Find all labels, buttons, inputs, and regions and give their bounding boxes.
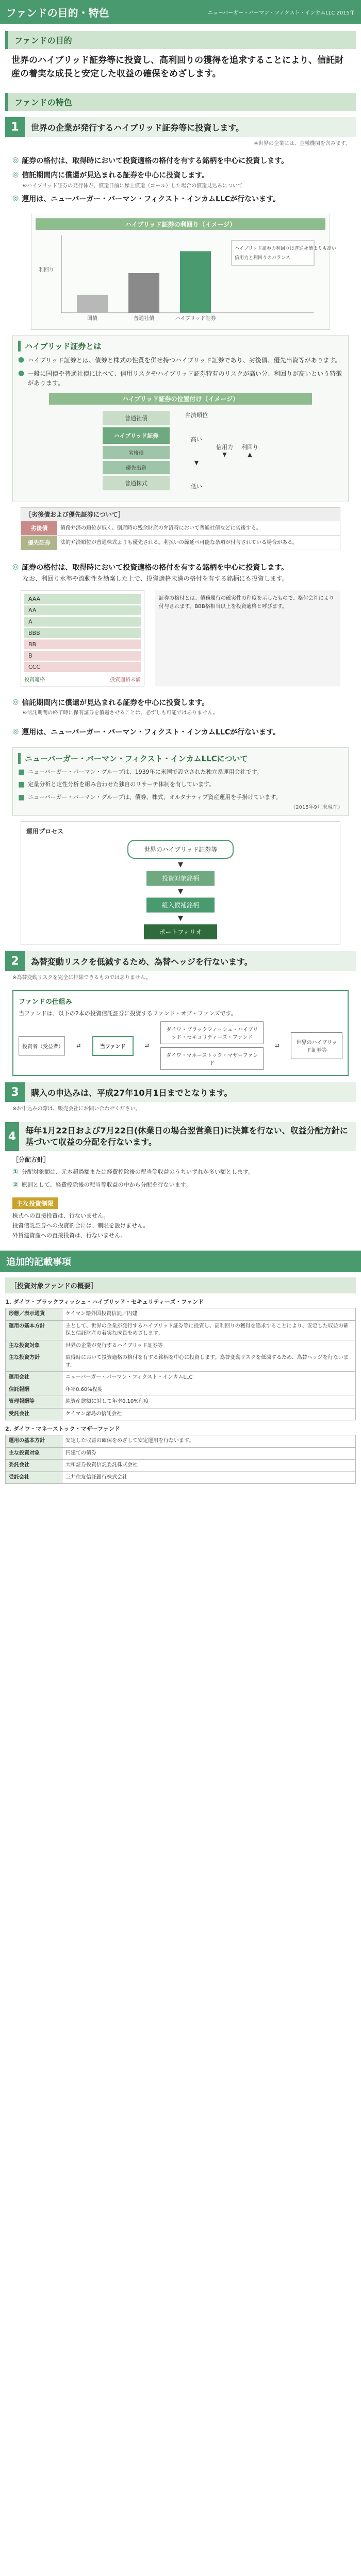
maturity-note: ※信託期間の終了時に保有証券を償還させることは、必ずしも可能ではありません。 <box>23 710 218 716</box>
fund2-table <box>5 1435 356 1484</box>
bullet-small: ※ハイブリッド証券の発行体が、償還日前に繰上償還（コール）した場合の償還見込みについて <box>23 183 243 189</box>
table-row <box>6 1308 356 1321</box>
arrow-right-icon: ⇄ <box>275 1043 280 1049</box>
axis-yield <box>241 411 258 490</box>
axis-credit-label: 信用力 <box>216 444 233 451</box>
table-key: 受託会社 <box>6 1408 62 1420</box>
manager-text: 運用は、ニューバーガー・バーマン・フィクスト・インカムLLCが行ないます。 <box>22 728 280 737</box>
bullet <box>18 768 343 777</box>
fund1-table <box>5 1308 356 1420</box>
limit-item: 投資信託証券への投資割合には、制限を設けません。 <box>12 1222 149 1229</box>
table-row <box>6 1396 356 1409</box>
table-value: 円建ての債券 <box>62 1447 356 1460</box>
table-value: 世界の企業が発行するハイブリッド証券等 <box>62 1340 356 1352</box>
feature-4-number: 4 <box>5 1122 19 1151</box>
risk-row <box>21 535 340 550</box>
fund2-section <box>5 1425 356 1484</box>
table-row <box>6 1384 356 1396</box>
scheme-desc: 当ファンドは、以下の2本の投資信託証券に投資するファンド・オブ・ファンズです。 <box>19 1010 237 1017</box>
scheme-targets <box>160 1021 264 1070</box>
manager-date: （2015年9月末現在） <box>290 805 343 811</box>
square-icon: ■ <box>18 793 25 802</box>
annotation-1: ハイブリッド証券の利回りは普通社債よりも高い <box>235 246 337 251</box>
table-row <box>6 1320 356 1340</box>
circle-icon: ◎ <box>12 170 19 179</box>
scheme-target-2: ダイワ・マネーストック・マザーファンド <box>160 1047 264 1070</box>
feature-2-note: ※為替変動リスクを完全に排除できるものではありません。 <box>12 975 151 981</box>
limits-heading: 主な投資制限 <box>12 1197 58 1209</box>
dist-policy-heading: ［分配方針］ <box>12 1156 50 1164</box>
feature-1-bullets <box>0 149 361 209</box>
table-value: 年率0.60%程度 <box>62 1384 356 1396</box>
feature-3-number: 3 <box>5 1082 25 1102</box>
header-bar <box>0 0 361 24</box>
circle-icon: ◎ <box>12 194 19 202</box>
dist-policy <box>0 1151 361 1194</box>
table-value: 三井住友信託銀行株式会社 <box>62 1471 356 1484</box>
axis-label: 弁済順位 <box>185 411 208 419</box>
bullet <box>12 563 349 573</box>
table-value: 安定した収益の確保をめざして安定運用を行ないます。 <box>62 1435 356 1448</box>
table-row <box>6 1372 356 1384</box>
process-flow <box>21 821 340 945</box>
feature-3-title: 購入の申込みは、平成27年10月1日までとなります。 <box>31 1087 233 1098</box>
feature-3 <box>5 1082 356 1102</box>
bar-1 <box>128 273 159 313</box>
additional-heading: 追加的記載事項 <box>0 1251 361 1272</box>
feature-2-number: 2 <box>5 951 25 971</box>
page-title: ファンドの目的・特色 <box>6 6 109 19</box>
bullet <box>12 170 349 181</box>
dist-policy-2: 原則として、経費控除後の配当等収益の中から分配を行ないます。 <box>21 1181 191 1188</box>
bullet <box>18 369 343 388</box>
square-icon: ■ <box>18 767 25 776</box>
risk-row <box>21 521 340 535</box>
arrow-down-icon: ▼ <box>178 888 183 896</box>
rating-section <box>0 555 361 586</box>
rating-text: 証券の格付は、取得時において投資適格の格付を有する銘柄を中心に投資します。 <box>22 563 289 572</box>
manager-p1: ニューバーガー・バーマン・グループは、1939年に米国で設立された独立系運用会社です。 <box>28 768 262 775</box>
scale-list <box>24 594 141 672</box>
features-heading: ファンドの特色 <box>5 93 356 111</box>
hybrid-heading: ハイブリッド証券とは <box>18 341 343 351</box>
scheme-frame <box>12 990 349 1076</box>
fund2-title: 2. ダイワ・マネーストック・マザーファンド <box>5 1426 120 1433</box>
flow-title: 運用プロセス <box>26 828 64 836</box>
axis-high: 高い <box>191 436 202 443</box>
bullet <box>18 780 343 789</box>
circle-icon: ◎ <box>12 727 19 736</box>
manager-name: ニューバーガー・バーマン・フィクスト・インカムLLCについて <box>18 753 343 764</box>
non-invest-grade-label: 投資適格未満 <box>110 677 141 683</box>
rating-diagram <box>21 590 340 686</box>
table-key: 委託会社 <box>6 1460 62 1472</box>
bullet <box>12 727 349 738</box>
table-key: 運用の基本方針 <box>6 1435 62 1448</box>
feature-1-number: 1 <box>5 117 25 137</box>
category-label-1: 普通社債 <box>134 315 154 322</box>
arrow-right-icon: ⇄ <box>144 1043 150 1049</box>
table-key: 管理報酬等 <box>6 1396 62 1409</box>
arrow-down-icon: ▼ <box>178 861 183 869</box>
hybrid-diagram-title: ハイブリッド証券の位置付け（イメージ） <box>49 393 312 405</box>
scheme-target-1: ダイワ・ブラックフィッシュ・ハイブリッド・セキュリティーズ・ファンド <box>160 1021 264 1044</box>
hybrid-desc-1: ハイブリッド証券とは、債券と株式の性質を併せ持つハイブリッド証券であり、劣後債、優先出資等があります。 <box>27 356 341 364</box>
table-row <box>6 1340 356 1352</box>
axis-priority <box>185 411 208 490</box>
scheme-heading: ファンドの仕組み <box>19 998 72 1006</box>
bullet <box>18 793 343 802</box>
chart-title: ハイブリッド証券の利回り（イメージ） <box>36 218 325 230</box>
hybrid-diagram <box>18 405 343 497</box>
rating-level: B <box>24 651 141 661</box>
fund1-section <box>5 1298 356 1420</box>
square-icon: ■ <box>18 780 25 789</box>
arrow-down-icon: ▼ <box>194 459 199 466</box>
bullet <box>12 156 349 166</box>
feature-4 <box>5 1122 356 1151</box>
diagram-axes <box>185 411 258 490</box>
circle-icon: ◎ <box>12 562 19 571</box>
flow-steps <box>26 840 335 939</box>
category-label-2: ハイブリッド証券 <box>175 315 216 322</box>
level-hybrid: ハイブリッド証券 <box>103 427 170 444</box>
circle-icon: ◎ <box>12 698 19 707</box>
fund1-title: 1. ダイワ・ブラックフィッシュ・ハイブリッド・セキュリティーズ・ファンド <box>5 1299 204 1306</box>
invest-grade-label: 投資適格 <box>24 677 45 683</box>
bullet <box>12 1168 349 1177</box>
rating-sub: なお、利回り水準や流動性を勘案した上で、投資適格未満の格付を有する銘柄にも投資します。 <box>23 575 288 583</box>
bullet-text: 証券の格付は、取得時において投資適格の格付を有する銘柄を中心に投資します。 <box>22 157 289 165</box>
arrow-right-icon: ⇄ <box>76 1043 81 1049</box>
manager-p3: ニューバーガー・バーマン・グループは、債券、株式、オルタナティブ資産運用を手掛けています。 <box>28 793 282 801</box>
bullet <box>12 194 349 204</box>
category-label-0: 国債 <box>87 315 97 322</box>
risk-label: 優先証券 <box>21 536 57 550</box>
risk-box <box>21 507 340 550</box>
table-value: ニューバーガー・バーマン・フィクスト・インカムLLC <box>62 1372 356 1384</box>
risk-text: 債務弁済の順位が低く、倒産時の残余財産の弁済時において普通社債などに劣後する。 <box>60 525 261 531</box>
flow-step-3: 組入候補銘柄 <box>146 898 215 913</box>
axis-credit <box>216 411 233 490</box>
bullet <box>12 698 349 708</box>
yield-chart <box>31 214 337 330</box>
risk-text: 法的弁済順位が普通株式よりも優先される。利払いの繰延べ可能な条項が付与されている場合がある。 <box>60 539 298 546</box>
maturity-section <box>0 691 361 720</box>
feature-1-note: ※世界の企業には、金融機関を含みます。 <box>254 141 351 147</box>
table-value: ケイマン諸島の信託会社 <box>62 1408 356 1420</box>
bullet <box>12 1181 349 1190</box>
table-key: 信託報酬 <box>6 1384 62 1396</box>
table-value: 取得時において投資適格の格付を有する銘柄を中心に投資します。為替変動リスクを低減するため、為替ヘッジを行ないます。 <box>62 1352 356 1372</box>
arrow-down-icon: ▼ <box>178 915 183 923</box>
flow-step-2: 投資対象銘柄 <box>146 871 215 886</box>
level-subordinated: 劣後債 <box>103 446 170 459</box>
rating-explain: 証券の格付とは、債務履行の確実性の程度を示したもので、格付会社により付与されます。BBB格相当以上を投資適格と呼びます。 <box>155 590 340 686</box>
level-preferred: 優先出資 <box>103 461 170 474</box>
circle-icon: ◎ <box>12 156 19 164</box>
header-subtitle: ニューバーガー・バーマン・フィクスト・インカムLLC 2015年 <box>207 10 355 16</box>
table-key: 受託会社 <box>6 1471 62 1484</box>
axis-yield-label: 利回り <box>241 444 258 451</box>
arrow-down-icon: ▼ <box>222 451 227 458</box>
annotation-box <box>232 241 314 265</box>
limit-item: 外貨建資産への直接投資は、行ないません。 <box>12 1231 126 1239</box>
y-axis-label: 利回り <box>39 267 54 273</box>
feature-3-note: ※お申込みの際は、販売会社にお問い合わせください。 <box>12 1106 141 1112</box>
risk-title: ［劣後債および優先証券について］ <box>21 508 340 521</box>
dist-policy-1: 分配対象額は、元本超過額または経費控除後の配当等収益のうちいずれか多い額とします。 <box>21 1169 254 1176</box>
purpose-heading: ファンドの目的 <box>5 31 356 49</box>
level-stack <box>103 411 170 490</box>
rating-scale <box>21 590 144 686</box>
manager-p2: 定量分析と定性分析を組み合わせた独自のリサーチ体制を有しています。 <box>28 781 215 788</box>
limits-list <box>12 1211 349 1240</box>
table-key: 主な投資対象 <box>6 1340 62 1352</box>
scale-legend <box>24 675 141 683</box>
feature-2-title: 為替変動リスクを低減するため、為替ヘッジを行ないます。 <box>31 956 253 967</box>
hybrid-desc-2: 一般に国債や普通社債に比べて、信用リスクやハイブリッド証券特有のリスクが高い分、利回りが高いという特徴があります。 <box>27 370 342 387</box>
table-row <box>6 1435 356 1448</box>
circle-icon: ● <box>18 369 25 377</box>
table-value: 主として、世界の企業が発行するハイブリッド証券等に投資し、高利回りの獲得を追求することにより、安定した収益の確保と信託財産の着実な成長をめざします。 <box>62 1320 356 1340</box>
bullet <box>18 356 343 365</box>
rating-level: A <box>24 617 141 627</box>
scheme-diagram <box>19 1021 342 1070</box>
maturity-text: 信託期間内に償還が見込まれる証券を中心に投資します。 <box>22 699 209 708</box>
bar-2 <box>180 251 211 313</box>
feature-2 <box>5 951 356 971</box>
level-senior: 普通社債 <box>103 411 170 425</box>
number-one-icon: ① <box>12 1168 19 1177</box>
scheme-investor: 投資者（受益者） <box>19 1036 65 1055</box>
bullet-text: 信託期間内に償還が見込まれる証券を中心に投資します。 <box>22 171 209 180</box>
chart-svg <box>36 230 337 323</box>
table-value: 大和証券投資信託委託株式会社 <box>62 1460 356 1472</box>
manager-section <box>0 720 361 742</box>
risk-label: 劣後債 <box>21 521 57 535</box>
table-value: ケイマン籍外国投資信託／円建 <box>62 1308 356 1321</box>
rating-level: AA <box>24 605 141 615</box>
scheme-market: 世界のハイブリッド証券等 <box>291 1032 342 1059</box>
table-key: 運用会社 <box>6 1372 62 1384</box>
rating-level: CCC <box>24 662 141 672</box>
table-key: 主な投資方針 <box>6 1352 62 1372</box>
table-row <box>6 1447 356 1460</box>
scheme-fund: 当ファンド <box>92 1036 134 1056</box>
annotation-2: 信用力と利回りのバランス <box>235 255 290 261</box>
number-two-icon: ② <box>12 1180 19 1189</box>
feature-1 <box>5 117 356 137</box>
table-row <box>6 1460 356 1472</box>
manager-panel <box>12 747 349 817</box>
bullet-text: 運用は、ニューバーガー・バーマン・フィクスト・インカムLLCが行ないます。 <box>22 195 280 203</box>
table-row <box>6 1408 356 1420</box>
flow-step-1: 世界のハイブリッド証券等 <box>127 840 234 859</box>
rating-level: BB <box>24 639 141 649</box>
flow-step-4: ポートフォリオ <box>144 924 218 939</box>
table-value: 純資産総額に対して年率0.10%程度 <box>62 1396 356 1409</box>
bar-0 <box>77 295 108 313</box>
feature-4-title: 毎年1月22日および7月22日(休業日の場合翌営業日)に決算を行ない、収益分配方針に基づいて収益の分配を行ないます。 <box>25 1125 348 1147</box>
table-row <box>6 1471 356 1484</box>
circle-icon: ● <box>18 355 25 364</box>
additional-subheading: ［投資対象ファンドの概要］ <box>5 1277 356 1293</box>
feature-1-title: 世界の企業が発行するハイブリッド証券等に投資します。 <box>31 122 244 133</box>
rating-level: AAA <box>24 594 141 604</box>
table-key: 運用の基本方針 <box>6 1320 62 1340</box>
rating-level: BBB <box>24 628 141 638</box>
purpose-lead: 世界のハイブリッド証券等に投資し、高利回りの獲得を追求することにより、信託財産の着実な成長と安定した収益の確保をめざします。 <box>11 55 344 79</box>
table-key: 形態／表示通貨 <box>6 1308 62 1321</box>
table-key: 主な投資対象 <box>6 1447 62 1460</box>
table-row <box>6 1352 356 1372</box>
limits-section <box>12 1197 349 1240</box>
limit-item: 株式への直接投資は、行ないません。 <box>12 1212 109 1220</box>
arrow-up-icon: ▲ <box>248 451 252 458</box>
hybrid-panel <box>12 335 349 502</box>
axis-low: 低い <box>191 483 202 490</box>
level-equity: 普通株式 <box>103 476 170 490</box>
